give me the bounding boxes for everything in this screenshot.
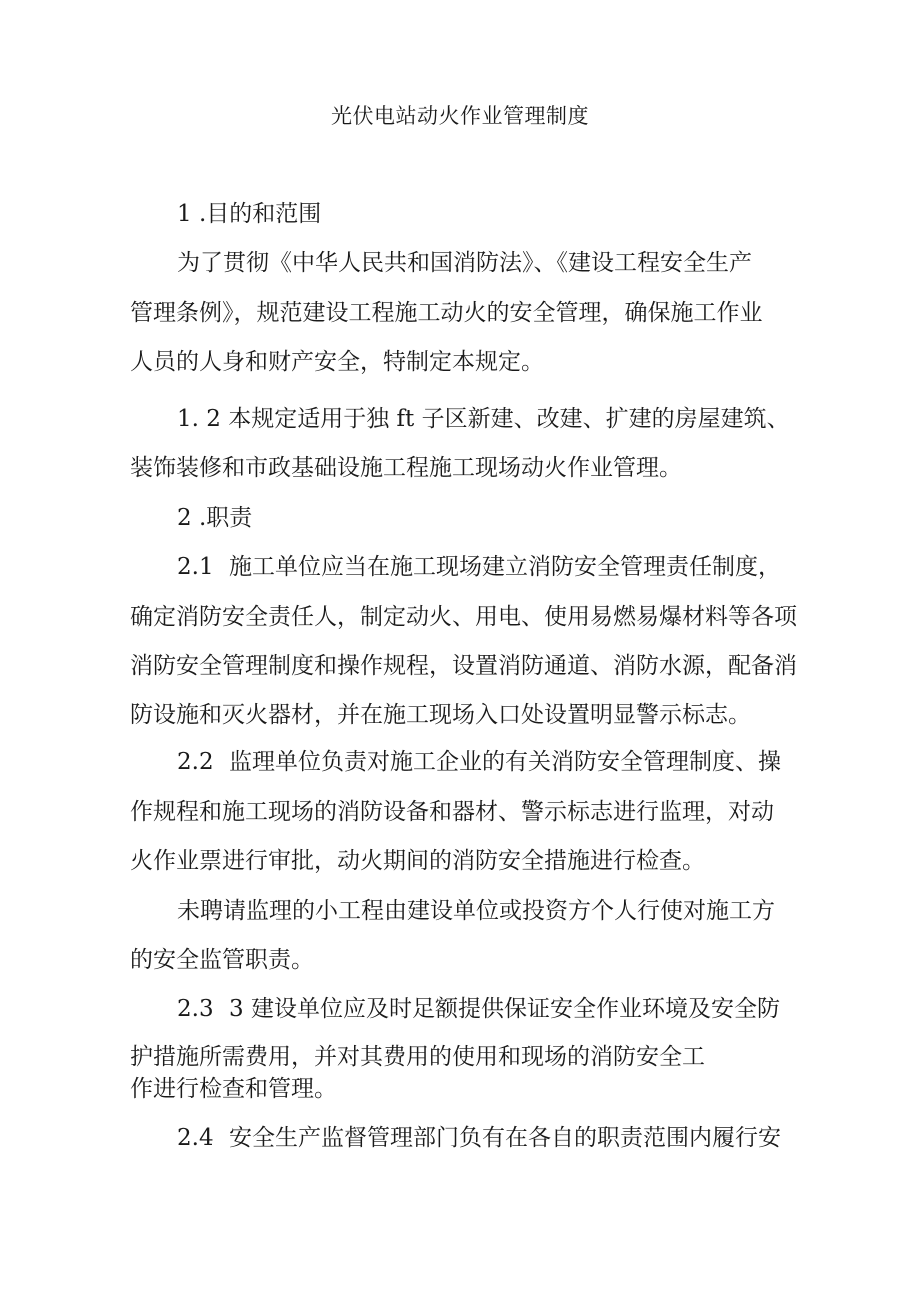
clause-number: 2.2: [177, 749, 214, 775]
clause-number: 2.1: [177, 554, 214, 580]
paragraph-line: 装饰装修和市政基础设施工程施工现场动火作业管理。: [130, 455, 682, 481]
paragraph-line: 的安全监管职责。: [130, 947, 314, 973]
clause-number: 2.4: [177, 1125, 214, 1151]
paragraph-line: 管理条例》，规范建设工程施工动火的安全管理，确保施工作业: [130, 300, 763, 326]
paragraph-line: 作进行检查和管理。: [130, 1076, 337, 1102]
paragraph-line: 1. 2 本规定适用于独 ft 子区新建、改建、扩建的房屋建筑、: [177, 406, 790, 432]
paragraph-line: 作规程和施工现场的消防设备和器材、警示标志进行监理，对动: [130, 799, 774, 825]
paragraph-line: 2.4 安全生产监督管理部门负有在各自的职责范围内履行安: [177, 1121, 781, 1155]
paragraph-line: 消防安全管理制度和操作规程，设置消防通道、消防水源，配备消: [130, 653, 797, 679]
paragraph-line: 人员的人身和财产安全，特制定本规定。: [130, 349, 544, 375]
paragraph-line: 防设施和灭火器材，并在施工现场入口处设置明显警示标志。: [130, 702, 751, 728]
paragraph-line: 2.3 3 建设单位应及时足额提供保证安全作业环境及安全防: [177, 992, 780, 1026]
section-heading-2: 2 .职责: [177, 505, 253, 531]
document-title: 光伏电站动火作业管理制度: [331, 104, 589, 128]
paragraph-line: 火作业票进行审批，动火期间的消防安全措施进行检查。: [130, 848, 705, 874]
clause-number: 2.3: [177, 996, 214, 1022]
paragraph-line: 未聘请监理的小工程由建设单位或投资方个人行使对施工方: [177, 898, 775, 924]
paragraph-line: 2.1 施工单位应当在施工现场建立消防安全管理责任制度，: [177, 550, 781, 584]
paragraph-line: 为了贯彻《中华人民共和国消防法》、《建设工程安全生产: [177, 250, 752, 276]
paragraph-line: 确定消防安全责任人，制定动火、用电、使用易燃易爆材料等各项: [130, 604, 797, 630]
paragraph-line: 护措施所需费用，并对其费用的使用和现场的消防安全工: [130, 1044, 705, 1070]
section-heading-1: 1 .目的和范围: [177, 201, 322, 227]
paragraph-line: 2.2 监理单位负责对施工企业的有关消防安全管理制度、操: [177, 745, 781, 779]
